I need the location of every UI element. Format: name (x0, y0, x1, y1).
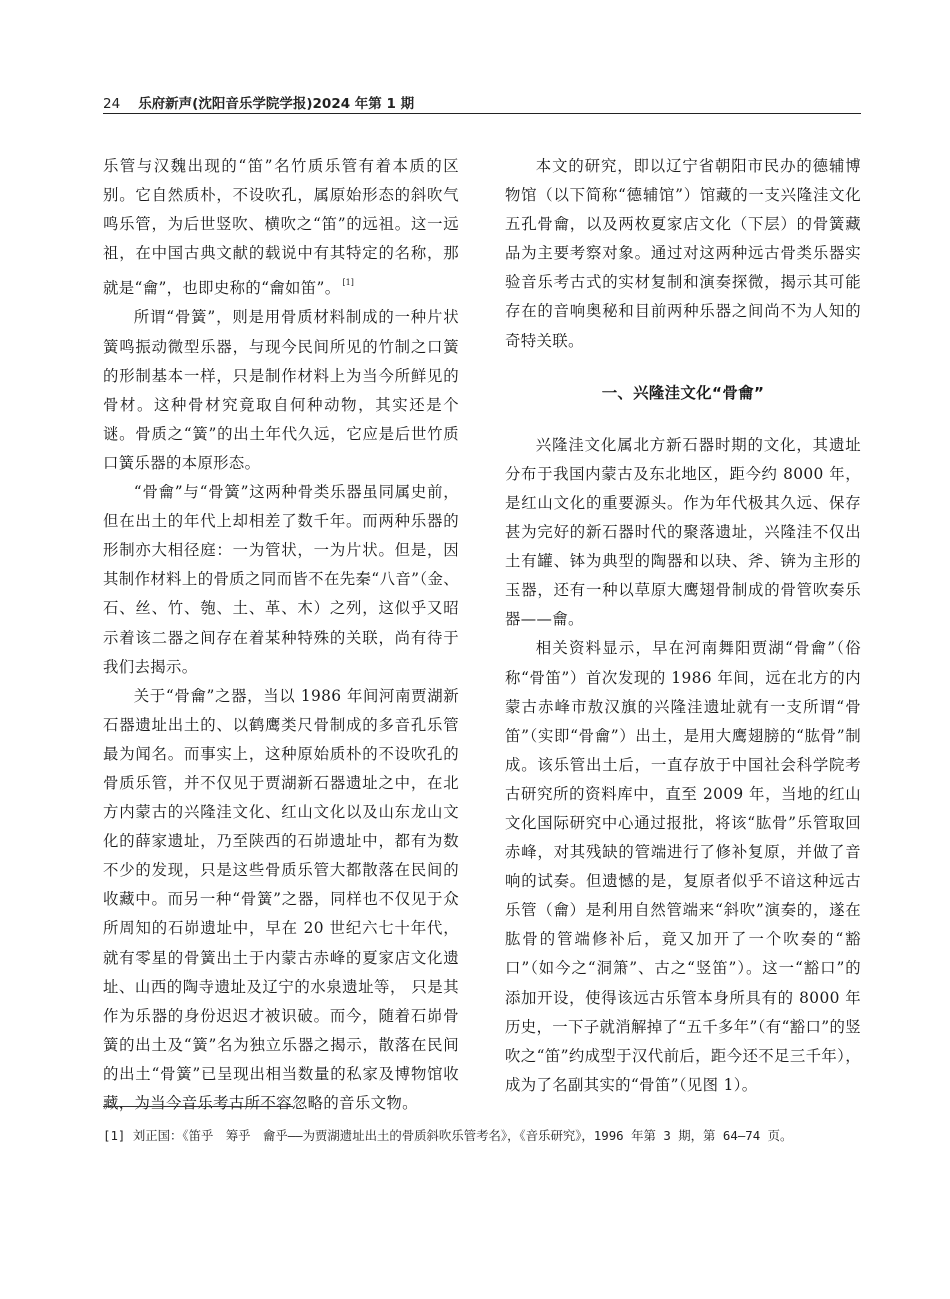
footnote-rule (103, 1106, 293, 1107)
footnote-ref[interactable]: [1] (342, 278, 354, 288)
paragraph: 兴隆洼文化属北方新石器时期的文化，其遗址分布于我国内蒙古及东北地区，距今约 8000 年，是红山文化的重要源头。作为年代极其久远、保存甚为完好的新石器时代的聚落遗址，兴隆洼不仅出土有罐、钵为典型的陶器和以玦、斧、锛为主形的玉器，还有一种以草原大鹰翅骨制成的骨管吹奏乐器——龠。 (505, 435, 861, 629)
paragraph: 本文的研究，即以辽宁省朝阳市民办的德辅博物馆（以下简称“德辅馆”）馆藏的一支兴隆洼文化五孔骨龠，以及两枚夏家店文化（下层）的骨簧藏品为主要考察对象。通过对这两种远古骨类乐器实验音乐考古式的实材复制和演奏探微，揭示其可能存在的音响奥秘和目前两种乐器之间尚不为人知的奇特关联。 (505, 157, 861, 350)
left-column (103, 152, 459, 1118)
right-column (505, 152, 861, 1100)
paragraph (103, 152, 459, 303)
paragraph: “骨龠”与“骨簧”这两种骨类乐器虽同属史前，但在出土的年代上却相差了数千年。而两种乐器的形制亦大相径庭：一为管状，一为片状。但是，因其制作材料上的骨质之同而皆不在先秦“八音”（金、石、丝、竹、匏、土、革、木）之列，这似乎又昭示着该二器之间存在着某种特殊的关联，尚有待于我们去揭示。 (103, 483, 459, 676)
paragraph: 所谓“骨簧”，则是用骨质材料制成的一种片状簧鸣振动微型乐器，与现今民间所见的竹制之口簧的形制基本一样，只是制作材料上为当今所鲜见的骨材。这种骨材究竟取自何种动物，其实还是个谜。骨质之“簧”的出土年代久远，它应是后世竹质口簧乐器的本原形态。 (103, 308, 459, 472)
paragraph: 相关资料显示，早在河南舞阳贾湖“骨龠”（俗称“骨笛”）首次发现的 1986 年间，远在北方的内蒙古赤峰市敖汉旗的兴隆洼遗址就有一支所谓“骨笛”（实即“骨龠”）出土，是用大鹰翅膀的“肱骨”制成。该乐管出土后，一直存放于中国社会科学院考古研究所的资料库中，直至 2009 年，当地的红山文化国际研究中心通过报批，将该“肱骨”乐管取回赤峰，对其残缺的管端进行了修补复原，并做了音响的试奏。但遗憾的是，复原者似乎不谙这种远古乐管（龠）是利用自然管端来“斜吹”演奏的，遂在肱骨的管端修补后，竟又加开了一个吹奏的“豁口”（如今之“洞箫”、古之“竖笛”）。这一“豁口”的添加开设，使得该远古乐管本身所具有的 8000 年历史，一下子就消解掉了“五千多年”（有“豁口”的竖吹之“笛”约成型于汉代前后，距今还不足三千年），成为了名副其实的“骨笛”（见图 1）。 (505, 639, 861, 1094)
page-number: 24 (103, 96, 121, 112)
paragraph-text: 乐管与汉魏出现的“笛”名竹质乐管有着本质的区别。它自然质朴，不设吹孔，属原始形态的斜吹气鸣乐管，为后世竖吹、横吹之“笛”的远祖。这一远祖，在中国古典文献的载说中有其特定的名称，那就是“龠”，也即史称的“龠如笛”。 (103, 157, 459, 298)
running-header (103, 92, 861, 112)
footnote: [1] 刘正国：《笛乎 筹乎 龠乎——为贾湖遗址出土的骨质斜吹乐管考名》，《音乐研究》，1996 年第 3 期，第 64—74 页。 (103, 1128, 793, 1143)
header-rule (103, 113, 861, 114)
section-heading: 一、兴隆洼文化“骨龠” (601, 383, 765, 402)
paragraph: 关于“骨龠”之器，当以 1986 年间河南贾湖新石器遗址出土的、以鹤鹰类尺骨制成的多音孔乐管最为闻名。而事实上，这种原始质朴的不设吹孔的骨质乐管，并不仅见于贾湖新石器遗址之中，在北方内蒙古的兴隆洼文化、红山文化以及山东龙山文化的薛家遗址，乃至陕西的石峁遗址中，都有为数不少的发现，只是这些骨质乐管大都散落在民间的收藏中。而另一种“骨簧”之器，同样也不仅见于众所周知的石峁遗址中，早在 20 世纪六七十年代，就有零星的骨簧出土于内蒙古赤峰的夏家店文化遗址、山西的陶寺遗址及辽宁的水泉遗址等， 只是其作为乐器的身份迟迟才被识破。而今，随着石峁骨簧的出土及“簧”名为独立乐器之揭示，散落在民间的出土“骨簧”已呈现出相当数量的私家及博物馆收藏，为当今音乐考古所不容忽略的音乐文物。 (103, 686, 459, 1112)
journal-title: 乐府新声(沈阳音乐学院学报)2024 年第 1 期 (138, 96, 415, 112)
